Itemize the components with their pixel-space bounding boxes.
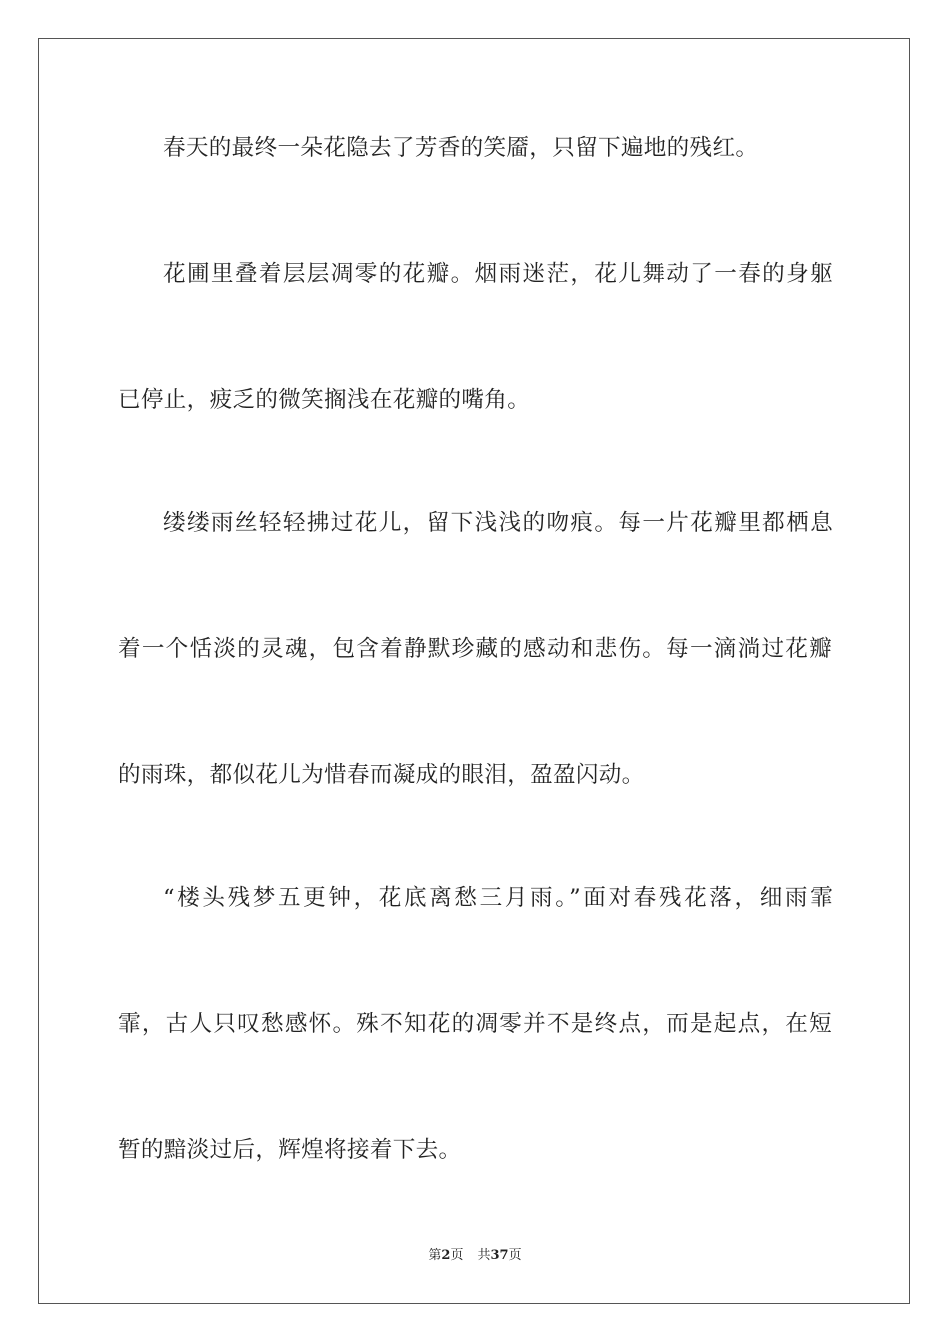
paragraph-1-line-1: 春天的最终一朵花隐去了芳香的笑靥，只留下遍地的残红。 [163, 135, 759, 161]
paragraph-4-line-3: 暂的黯淡过后，辉煌将接着下去。 [118, 1137, 462, 1163]
page-suffix: 页 [450, 1248, 464, 1263]
paragraph-3-line-1: 缕缕雨丝轻轻拂过花儿，留下浅浅的吻痕。每一片花瓣里都栖息 [163, 510, 833, 536]
paragraph-2-line-2: 已停止，疲乏的微笑搁浅在花瓣的嘴角。 [118, 387, 531, 413]
page-prefix: 第 [428, 1248, 442, 1263]
page-footer [0, 1247, 950, 1265]
total-suffix: 页 [508, 1248, 522, 1263]
paragraph-4-line-1: “楼头残梦五更钟，花底离愁三月雨。”面对春残花落，细雨霏 [163, 885, 833, 911]
paragraph-2-line-1: 花圃里叠着层层凋零的花瓣。烟雨迷茫，花儿舞动了一春的身躯 [163, 261, 833, 287]
page-number: 2 [441, 1248, 451, 1263]
total-pages: 37 [490, 1248, 509, 1263]
paragraph-4-line-2: 霏，古人只叹愁感怀。殊不知花的凋零并不是终点，而是起点，在短 [118, 1011, 832, 1037]
total-prefix: 共 [477, 1248, 491, 1263]
paragraph-3-line-3: 的雨珠，都似花儿为惜春而凝成的眼泪，盈盈闪动。 [118, 762, 645, 788]
paragraph-3-line-2: 着一个恬淡的灵魂，包含着静默珍藏的感动和悲伤。每一滴淌过花瓣 [118, 636, 832, 662]
page-border [38, 38, 910, 1304]
